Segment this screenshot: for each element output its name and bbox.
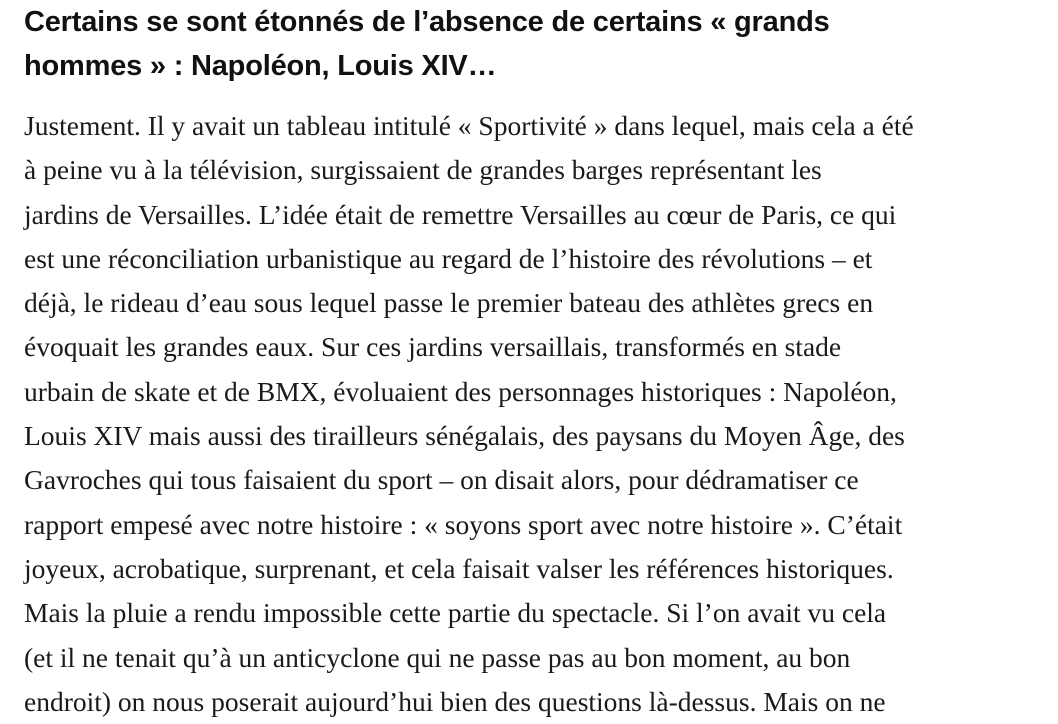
- article-body: [24, 0, 1044, 724]
- answer-line: Mais la pluie a rendu impossible cette partie du spectacle. Si l’on avait vu cela: [24, 597, 887, 629]
- answer-line: à peine vu à la télévision, surgissaient de grandes barges représentant les: [24, 154, 822, 186]
- answer-line: joyeux, acrobatique, surprenant, et cela faisait valser les références historiques.: [24, 552, 894, 584]
- answer-line: est une réconciliation urbanistique au regard de l’histoire des révolutions – et: [24, 242, 873, 274]
- answer-line: Justement. Il y avait un tableau intitulé « Sportivité » dans lequel, mais cela a été: [24, 110, 914, 141]
- question-line: hommes » : Napoléon, Louis XIV…: [24, 50, 497, 82]
- interview-answer: [24, 104, 1044, 724]
- answer-line: évoquait les grandes eaux. Sur ces jardins versaillais, transformés en stade: [24, 331, 842, 363]
- question-line: Certains se sont étonnés de l’absence de certains « grands: [24, 6, 830, 38]
- answer-line: déjà, le rideau d’eau sous lequel passe le premier bateau des athlètes grecs en: [24, 287, 874, 319]
- answer-line: jardins de Versailles. L’idée était de remettre Versailles au cœur de Paris, ce qui: [24, 198, 897, 230]
- answer-line: Gavroches qui tous faisaient du sport – on disait alors, pour dédramatiser ce: [24, 464, 859, 496]
- answer-line: Louis XIV mais aussi des tirailleurs sénégalais, des paysans du Moyen Âge, des: [24, 420, 905, 452]
- answer-line: (et il ne tenait qu’à un anticyclone qui ne passe pas au bon moment, au bon: [24, 641, 851, 673]
- answer-line: rapport empesé avec notre histoire : « soyons sport avec notre histoire ». C’était: [24, 508, 903, 540]
- answer-line: urbain de skate et de BMX, évoluaient des personnages historiques : Napoléon,: [24, 375, 897, 407]
- answer-line: endroit) on nous poserait aujourd’hui bien des questions là-dessus. Mais on ne: [24, 685, 886, 717]
- interview-question: [24, 0, 1044, 88]
